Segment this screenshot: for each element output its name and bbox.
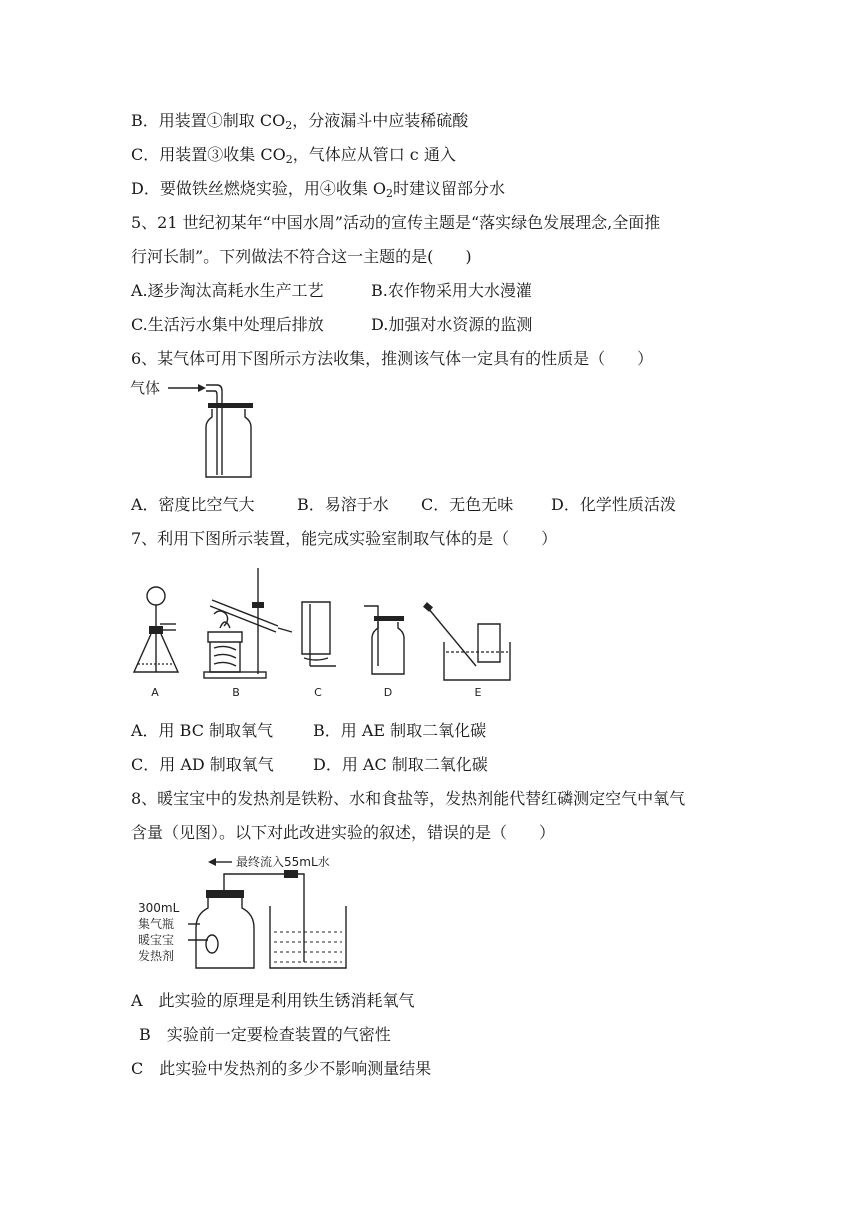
q6-options xyxy=(131,494,676,516)
q7-label-c: C xyxy=(314,686,322,699)
q7-option-c: C．用 AD 制取氧气 xyxy=(131,755,274,774)
q5-options-row1 xyxy=(131,280,532,302)
q8-stem-line1: 8、暖宝宝中的发热剂是铁粉、水和食盐等，发热剂能代替红磷测定空气中氧气 xyxy=(131,789,686,808)
q7-option-a: A．用 BC 制取氧气 xyxy=(131,721,274,740)
q6-option-c: C．无色无味 xyxy=(421,495,514,514)
q8-bottle xyxy=(196,898,254,968)
q7-option-b: B．用 AE 制取二氧化碳 xyxy=(313,721,487,740)
q7-label-a: A xyxy=(151,686,159,699)
q5-stem-line1: 5、21 世纪初某年“中国水周”活动的宣传主题是“落实绿色发展理念,全面推 xyxy=(131,213,661,232)
q8-arrow-head xyxy=(208,858,216,866)
q6-option-b: B．易溶于水 xyxy=(297,495,389,514)
q5-option-b: B.农作物采用大水漫灌 xyxy=(371,281,532,300)
q4-option-d: D．要做铁丝燃烧实验，用④收集 $O_2$时建议留部分水 xyxy=(131,179,506,200)
q5-stem-line2: 行河长制”。下列做法不符合这一主题的是( ) xyxy=(131,247,472,266)
q7-options-row1 xyxy=(131,720,487,742)
q8-side-label-volume: 300mL xyxy=(138,901,180,915)
q8-side-label-bottle: 集气瓶 xyxy=(138,917,175,931)
q6-arrow-head xyxy=(198,384,206,392)
q8-option-c: C 此实验中发热剂的多少不影响测量结果 xyxy=(131,1059,432,1078)
q6-option-d: D．化学性质活泼 xyxy=(551,495,676,514)
q8-tube xyxy=(224,874,304,962)
q7-label-d: D xyxy=(383,686,393,699)
q7-apparatus-b xyxy=(204,568,292,699)
q7-apparatus-a xyxy=(134,587,178,699)
q6-stem: 6、某气体可用下图所示方法收集，推测该气体一定具有的性质是（ ） xyxy=(131,349,654,368)
q8-option-b: B 实验前一定要检查装置的气密性 xyxy=(139,1025,391,1044)
q6-gas-label: 气体 xyxy=(130,379,161,397)
q8-side-label-warmer: 暖宝宝 xyxy=(138,933,175,947)
q8-option-a: A 此实验的原理是利用铁生锈消耗氧气 xyxy=(131,991,415,1010)
q6-option-a: A．密度比空气大 xyxy=(131,495,255,514)
q5-option-c: C.生活污水集中处理后排放 xyxy=(131,315,324,334)
q5-option-a: A.逐步淘汰高耗水生产工艺 xyxy=(131,281,324,300)
q8-stem-line2: 含量（见图）。以下对此改进实验的叙述，错误的是（ ） xyxy=(131,823,556,842)
q8-top-label: 最终流入55mL水 xyxy=(236,855,330,869)
q6-delivery-tube-outer xyxy=(206,385,222,475)
q4-option-b: B．用装置①制取 $CO_2$，分液漏斗中应装稀硫酸 xyxy=(131,111,469,132)
q7-label-e: E xyxy=(474,686,482,699)
q7-figure-apparatus xyxy=(130,562,520,702)
q7-options-row2 xyxy=(131,754,488,776)
q8-heat-pack xyxy=(206,935,218,953)
q5-option-d: D.加强对水资源的监测 xyxy=(371,315,533,334)
q7-label-b: B xyxy=(232,686,240,699)
q8-beaker xyxy=(270,906,346,968)
q7-apparatus-e xyxy=(423,602,510,699)
q7-apparatus-d xyxy=(364,606,404,699)
q6-glass-plate xyxy=(208,403,253,408)
q5-options-row2 xyxy=(131,314,533,336)
q6-gas-bottle xyxy=(206,409,251,477)
q6-figure-gas-collection xyxy=(130,375,270,485)
q8-figure-oxygen-experiment xyxy=(136,850,356,970)
q7-stem: 7、利用下图所示装置，能完成实验室制取气体的是（ ） xyxy=(131,529,558,548)
q7-apparatus-c xyxy=(302,602,336,699)
q7-option-d: D．用 AC 制取二氧化碳 xyxy=(313,755,488,774)
q4-option-c: C．用装置③收集 $CO_2$，气体应从管口 c 通入 xyxy=(131,145,456,166)
q8-side-label-heat: 发热剂 xyxy=(138,949,175,963)
